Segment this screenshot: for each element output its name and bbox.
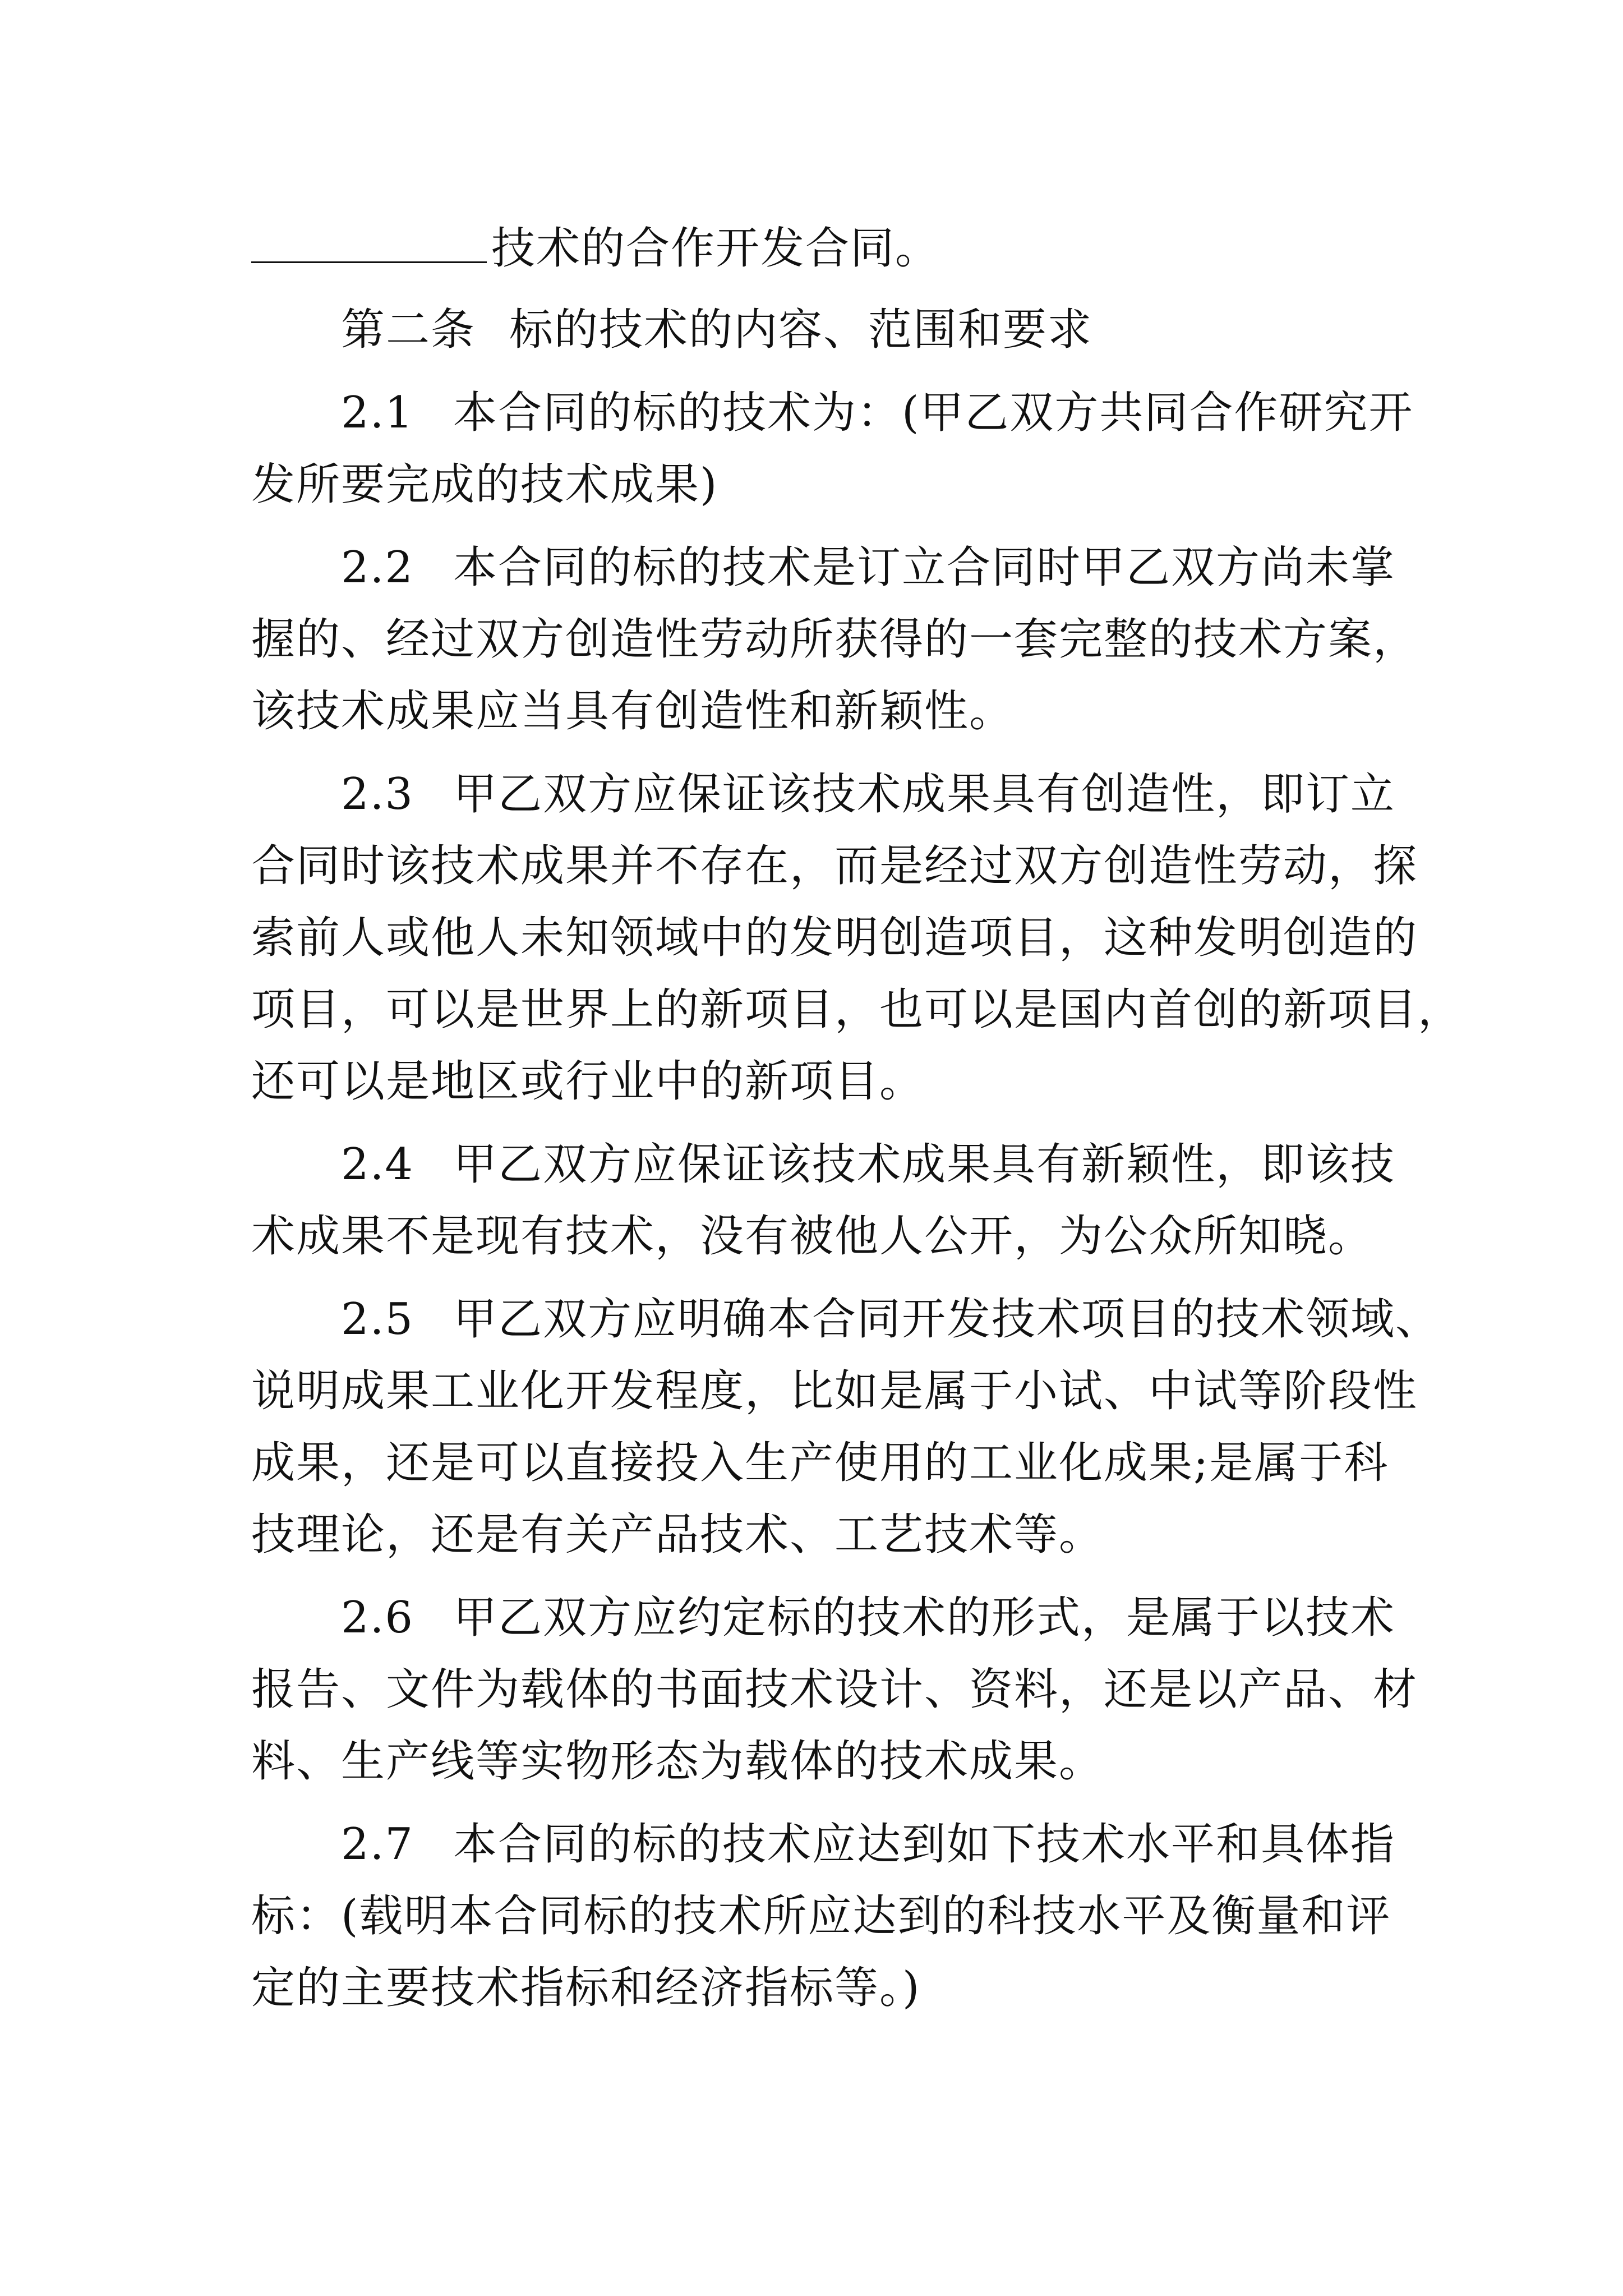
clause-line: 甲乙双方应保证该技术成果具有新颖性，即该技 [453, 1139, 1396, 1190]
clause-line: 标：(载明本合同标的技术所应达到的科技水平及衡量和评 [251, 1891, 1391, 1941]
clause-number: 2.4 [341, 1139, 414, 1190]
clause-line: 项目，可以是世界上的新项目，也可以是国内首创的新项目， [251, 984, 1463, 1035]
intro-text: 技术的合作开发合同。 [491, 223, 940, 274]
clause-number: 2.2 [341, 542, 414, 593]
clause-line: 报告、文件为载体的书面技术设计、资料，还是以产品、材 [251, 1664, 1418, 1715]
clause-2-2 [251, 533, 1418, 748]
clause-2-3 [251, 760, 1463, 1119]
clause-line: 甲乙双方应约定标的技术的形式，是属于以技术 [453, 1593, 1396, 1643]
clause-line: 甲乙双方应保证该技术成果具有创造性，即订立 [453, 769, 1396, 820]
clause-number: 2.7 [341, 1819, 414, 1870]
clause-line: 发所要完成的技术成果) [251, 459, 718, 510]
clause-line: 成果，还是可以直接投入生产使用的工业化成果;是属于科 [251, 1438, 1389, 1488]
clause-line: 说明成果工业化开发程度，比如是属于小试、中试等阶段性 [251, 1366, 1418, 1416]
clause-line: 料、生产线等实物形态为载体的技术成果。 [251, 1736, 1104, 1787]
clause-line: 该技术成果应当具有创造性和新颖性。 [251, 686, 1015, 737]
clause-line: 本合同的标的技术是订立合同时甲乙双方尚未掌 [453, 542, 1396, 593]
clause-line: 本合同的标的技术应达到如下技术水平和具体指 [453, 1819, 1396, 1870]
clause-2-4 [251, 1130, 1418, 1273]
clause-2-5 [251, 1285, 1441, 1572]
fill-in-blank [251, 212, 487, 263]
clause-line: 甲乙双方应明确本合同开发技术项目的技术领域、 [453, 1294, 1441, 1345]
clause-number: 2.5 [341, 1294, 414, 1345]
clause-line: 定的主要技术指标和经济指标等。) [251, 1963, 921, 2013]
document-body [251, 212, 1463, 2025]
clause-line: 合同时该技术成果并不存在，而是经过双方创造性劳动，探 [251, 841, 1418, 891]
clause-number: 2.1 [341, 388, 414, 438]
clause-line: 索前人或他人未知领域中的发明创造项目，这种发明创造的 [251, 913, 1418, 963]
article-heading: 标的技术的内容、范围和要求 [509, 305, 1093, 355]
article-title: 第二条 [341, 305, 476, 355]
clause-2-1 [251, 378, 1418, 522]
intro-line [251, 212, 1418, 284]
clause-number: 2.6 [341, 1593, 414, 1643]
clause-line: 本合同的标的技术为：(甲乙双方共同合作研究开 [453, 388, 1414, 438]
clause-line: 握的、经过双方创造性劳动所获得的一套完整的技术方案， [251, 614, 1418, 665]
clause-number: 2.3 [341, 769, 414, 820]
clause-line: 技理论，还是有关产品技术、工艺技术等。 [251, 1510, 1104, 1560]
article-heading-line [251, 295, 1418, 367]
clause-line: 术成果不是现有技术，没有被他人公开，为公众所知晓。 [251, 1211, 1373, 1262]
clause-2-6 [251, 1583, 1418, 1798]
clause-2-7 [251, 1810, 1418, 2025]
clause-line: 还可以是地区或行业中的新项目。 [251, 1056, 925, 1107]
